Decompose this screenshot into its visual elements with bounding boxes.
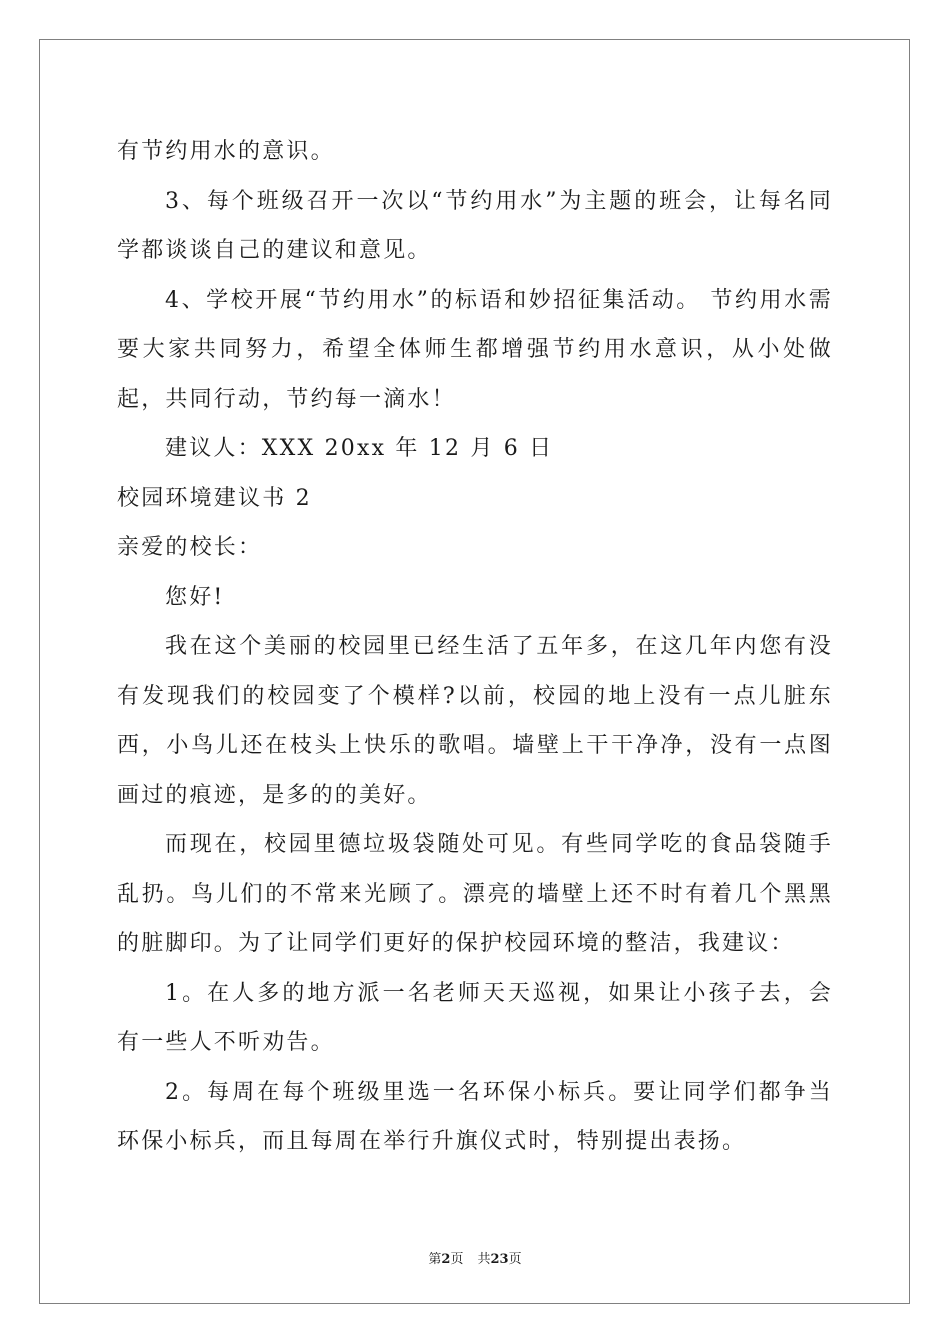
footer-page-number: 2 <box>441 1252 451 1267</box>
salutation: 亲爱的校长： <box>117 535 263 560</box>
paragraph: 而现在，校园里德垃圾袋随处可见。有些同学吃的食品袋随手乱扔。鸟儿们的不常来光顾了。漂亮的墙壁上还不时有着几个黑黑的脏脚印。为了让同学们更好的保护校园环境的整洁，我建议： <box>117 832 833 956</box>
footer-total-pages: 23 <box>490 1252 509 1267</box>
paragraph: 1。在人多的地方派一名老师天天巡视，如果让小孩子去，会有一些人不听劝告。 <box>117 980 833 1055</box>
page-footer <box>0 1248 950 1267</box>
footer-total-prefix: 共 <box>477 1252 491 1267</box>
document-body <box>117 127 833 1167</box>
paragraph: 3、每个班级召开一次以“节约用水”为主题的班会，让每名同学都谈谈自己的建议和意见。 <box>117 188 833 263</box>
section-title: 校园环境建议书 2 <box>117 485 312 511</box>
footer-total-suffix: 页 <box>508 1252 522 1267</box>
paragraph: 4、学校开展“节约用水”的标语和妙招征集活动。 节约用水需要大家共同努力，希望全体师生都增强节约用水意识，从小处做起，共同行动，节约每一滴水！ <box>117 287 833 412</box>
footer-page-prefix: 第 <box>428 1252 442 1267</box>
paragraph: 我在这个美丽的校园里已经生活了五年多，在这几年内您有没有发现我们的校园变了个模样?以前，校园的地上没有一点儿脏东西，小鸟儿还在枝头上快乐的歌唱。墙壁上干干净净，没有一点图画过的痕迹，是多的的美好。 <box>117 634 833 808</box>
footer-page-suffix: 页 <box>450 1252 464 1267</box>
paragraph: 2。每周在每个班级里选一名环保小标兵。要让同学们都争当环保小标兵，而且每周在举行升旗仪式时，特别提出表扬。 <box>117 1079 833 1154</box>
greeting: 您好! <box>165 584 225 610</box>
signature-line: 建议人：XXX 20xx 年 12 月 6 日 <box>165 436 554 461</box>
paragraph: 有节约用水的意识。 <box>117 139 335 164</box>
